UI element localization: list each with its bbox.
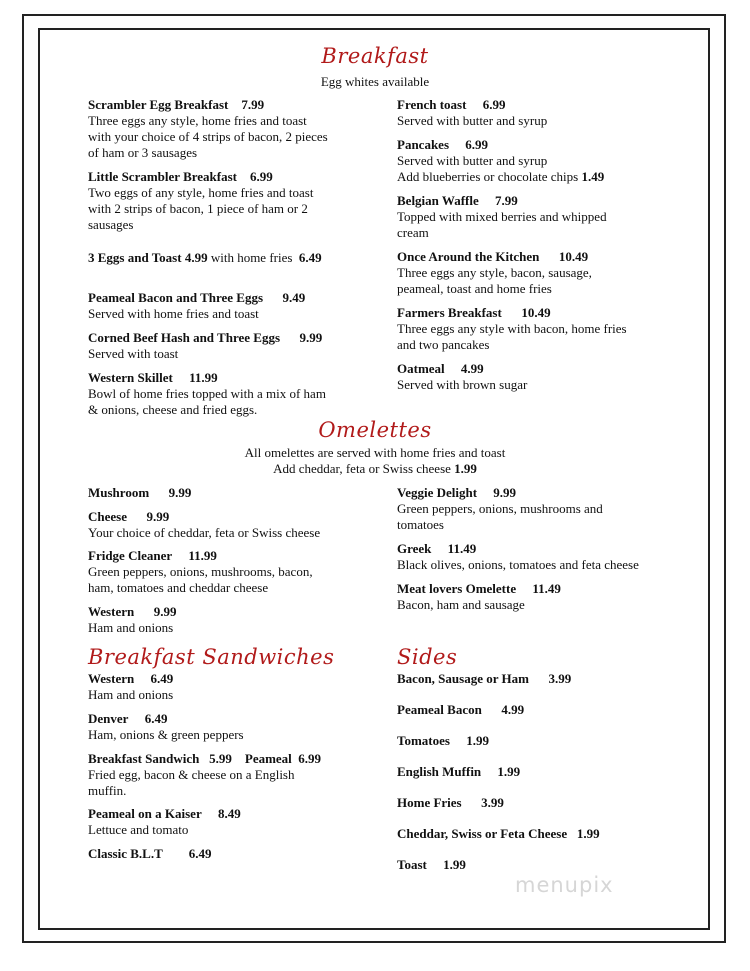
menu-item xyxy=(88,485,191,501)
menu-item xyxy=(88,290,305,322)
item-price: 1.99 xyxy=(466,733,489,748)
cheese-note-price: 1.99 xyxy=(454,461,477,476)
item-desc: Ham and onions xyxy=(88,620,174,635)
menu-item xyxy=(397,826,600,842)
menu-item xyxy=(397,485,603,533)
item-name: Once Around the Kitchen xyxy=(397,249,540,264)
item-name: Classic B.L.T xyxy=(88,846,163,861)
menu-item xyxy=(88,548,313,596)
item-name: French toast xyxy=(397,97,467,112)
menu-item xyxy=(88,370,326,418)
item-name: Peameal Bacon and Three Eggs xyxy=(88,290,264,305)
item-price: 8.49 xyxy=(217,806,241,821)
item-desc: Topped with mixed berries and whipped xyxy=(397,209,607,224)
item-desc: ham, tomatoes and cheddar cheese xyxy=(88,580,269,595)
item-desc: Served with brown sugar xyxy=(397,377,528,392)
item-price: 11.49 xyxy=(532,581,561,596)
menu-item xyxy=(397,193,607,241)
menu-item xyxy=(88,330,322,362)
menu-item xyxy=(397,361,527,393)
item-price: 6.49 xyxy=(150,671,174,686)
item-desc: with 2 strips of bacon, 1 piece of ham or 2 xyxy=(88,201,308,216)
item-desc: sausages xyxy=(88,217,134,232)
item-price: 6.99 xyxy=(465,137,488,152)
item-price: 1.99 xyxy=(576,826,600,841)
item-price: 7.99 xyxy=(494,193,518,208)
item-name: Pancakes xyxy=(397,137,449,152)
item-desc: tomatoes xyxy=(397,517,444,532)
item-desc: Fried egg, bacon & cheese on a English xyxy=(88,767,295,782)
menu-item xyxy=(88,97,328,161)
item-desc: & onions, cheese and fried eggs. xyxy=(88,402,258,417)
item-price: 9.99 xyxy=(168,485,192,500)
item-desc: Two eggs of any style, home fries and toast xyxy=(88,185,314,200)
item-price: 4.99 xyxy=(501,702,525,717)
item-name: Peameal Bacon xyxy=(397,702,482,717)
item-desc: Served with butter and syrup xyxy=(397,113,548,128)
item-name: Western xyxy=(88,671,135,686)
item-name: Mushroom xyxy=(88,485,150,500)
menu-item xyxy=(88,169,313,233)
item-price: 6.49 xyxy=(298,250,322,265)
item-name-alt: Peameal xyxy=(244,751,292,766)
cheese-note-text: Add cheddar, feta or Swiss cheese xyxy=(273,461,451,476)
menu-item xyxy=(397,795,504,811)
menu-item xyxy=(397,733,489,749)
omelettes-heading: Omelettes xyxy=(318,418,432,442)
item-name: Home Fries xyxy=(397,795,462,810)
menu-item xyxy=(397,249,592,297)
omelettes-cheese-note xyxy=(0,461,750,477)
menu-item xyxy=(397,137,604,185)
item-name: 3 Eggs and Toast 4.99 xyxy=(88,250,208,265)
item-desc: Served with toast xyxy=(88,346,179,361)
menu-item xyxy=(88,604,176,636)
menu-item xyxy=(88,250,322,266)
item-name: Western xyxy=(88,604,135,619)
item-desc: and two pancakes xyxy=(397,337,490,352)
item-name: Denver xyxy=(88,711,129,726)
breakfast-subtitle: Egg whites available xyxy=(320,74,430,89)
item-desc: Three eggs any style, bacon, sausage, xyxy=(397,265,592,280)
item-name: Fridge Cleaner xyxy=(88,548,173,563)
menupix-watermark: menupix xyxy=(515,873,614,897)
menu-item xyxy=(397,702,524,718)
item-name: Greek xyxy=(397,541,432,556)
item-name: Breakfast Sandwich xyxy=(88,751,200,766)
item-price: 6.49 xyxy=(188,846,212,861)
menu-item xyxy=(397,97,547,129)
menu-item xyxy=(397,581,561,613)
menu-item xyxy=(88,846,212,862)
item-price: 7.99 xyxy=(241,97,265,112)
menu-item xyxy=(397,671,571,687)
item-desc: Add blueberries or chocolate chips xyxy=(397,169,579,184)
item-name: Peameal on a Kaiser xyxy=(88,806,202,821)
menu-item xyxy=(88,806,241,838)
item-desc: cream xyxy=(397,225,429,240)
item-price: 10.49 xyxy=(558,249,589,264)
menu-item xyxy=(397,541,639,573)
item-desc: of ham or 3 sausages xyxy=(88,145,198,160)
item-price: 9.99 xyxy=(299,330,323,345)
menu-item xyxy=(88,671,173,703)
sandwiches-heading: Breakfast Sandwiches xyxy=(88,645,335,669)
menu-item xyxy=(397,857,466,873)
item-desc: peameal, toast and home fries xyxy=(397,281,552,296)
item-name: Scrambler Egg Breakfast xyxy=(88,97,229,112)
item-desc: Lettuce and tomato xyxy=(88,822,189,837)
item-name: Oatmeal xyxy=(397,361,445,376)
item-name: Cheese xyxy=(88,509,127,524)
sides-heading: Sides xyxy=(397,645,458,669)
item-desc: muffin. xyxy=(88,783,127,798)
item-desc: Green peppers, onions, mushrooms, bacon, xyxy=(88,564,313,579)
item-desc: Green peppers, onions, mushrooms and xyxy=(397,501,603,516)
item-desc: Bowl of home fries topped with a mix of ham xyxy=(88,386,326,401)
item-price: 6.99 xyxy=(250,169,273,184)
item-price: 5.99 xyxy=(209,751,232,766)
item-desc: Served with home fries and toast xyxy=(88,306,259,321)
item-name: Veggie Delight xyxy=(397,485,478,500)
item-desc: Three eggs any style, home fries and toast xyxy=(88,113,307,128)
item-desc: Bacon, ham and sausage xyxy=(397,597,525,612)
item-price: 11.49 xyxy=(447,541,477,556)
item-price: 1.99 xyxy=(497,764,521,779)
item-price: 6.49 xyxy=(144,711,168,726)
menu-item xyxy=(397,764,520,780)
item-price: 6.99 xyxy=(482,97,506,112)
item-price: 11.99 xyxy=(188,548,217,563)
item-name: Little Scrambler Breakfast xyxy=(88,169,237,184)
item-name: Bacon, Sausage or Ham xyxy=(397,671,529,686)
item-desc: Ham, onions & green peppers xyxy=(88,727,244,742)
item-price: 3.99 xyxy=(548,671,572,686)
item-name: English Muffin xyxy=(397,764,482,779)
item-price: 9.99 xyxy=(493,485,517,500)
item-name: Meat lovers Omelette xyxy=(397,581,517,596)
item-price: 1.99 xyxy=(443,857,466,872)
item-price: 10.49 xyxy=(521,305,551,320)
item-price: 4.99 xyxy=(460,361,484,376)
item-name: Corned Beef Hash and Three Eggs xyxy=(88,330,281,345)
item-desc: with your choice of 4 strips of bacon, 2 pieces xyxy=(88,129,328,144)
item-desc: Three eggs any style with bacon, home fries xyxy=(397,321,627,336)
item-price: 9.99 xyxy=(146,509,170,524)
item-price: 3.99 xyxy=(481,795,504,810)
menu-item xyxy=(88,751,321,799)
item-desc: Black olives, onions, tomatoes and feta cheese xyxy=(397,557,639,572)
item-name: Toast xyxy=(397,857,427,872)
item-name: Belgian Waffle xyxy=(397,193,479,208)
menu-item xyxy=(397,305,627,353)
item-name: Farmers Breakfast xyxy=(397,305,502,320)
menu-item xyxy=(88,711,244,743)
item-price: 9.99 xyxy=(153,604,177,619)
item-price: 9.49 xyxy=(282,290,306,305)
breakfast-heading: Breakfast xyxy=(321,44,429,68)
omelettes-subtitle: All omelettes are served with home fries and toast xyxy=(244,445,506,460)
item-name: Tomatoes xyxy=(397,733,450,748)
item-inline-note: with home fries xyxy=(210,250,293,265)
addon-price: 1.49 xyxy=(581,169,605,184)
item-desc: Served with butter and syrup xyxy=(397,153,548,168)
menu-item xyxy=(88,509,320,541)
item-price: 11.99 xyxy=(189,370,218,385)
item-price-alt: 6.99 xyxy=(298,751,322,766)
item-desc: Ham and onions xyxy=(88,687,174,702)
item-name: Western Skillet xyxy=(88,370,173,385)
item-desc: Your choice of cheddar, feta or Swiss cheese xyxy=(88,525,321,540)
item-name: Cheddar, Swiss or Feta Cheese xyxy=(397,826,568,841)
